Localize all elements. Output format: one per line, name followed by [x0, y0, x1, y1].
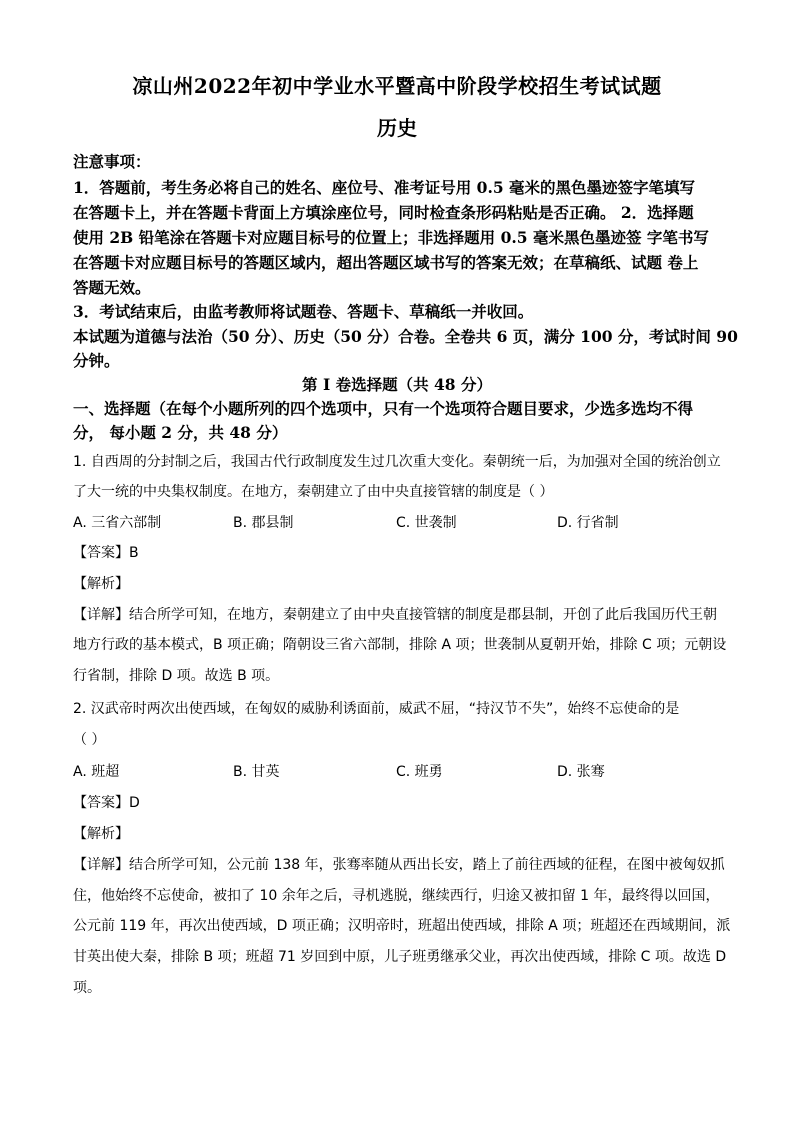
- question-1-option-d: D. 行省制: [557, 515, 619, 531]
- question-1-answer: 【答案】B: [73, 545, 139, 561]
- question-1-option-a: A. 三省六部制: [73, 515, 162, 531]
- question-1-stem: 了大一统的中央集权制度。在地方，秦朝建立了由中央直接管辖的制度是（ ）: [73, 484, 554, 500]
- question-2-detail: 公元前 119 年，再次出使西域，D 项正确；汉明帝时，班超出使西域，排除 A 项；班超还在西域期间，派: [73, 918, 731, 934]
- question-1-stem: 1. 自西周的分封制之后，我国古代行政制度发生过几次重大变化。秦朝统一后，为加强对全国的统治创立: [73, 454, 721, 470]
- section-intro: 分， 每小题 2 分，共 48 分）: [73, 423, 288, 442]
- notice-line: 答题无效。: [73, 278, 151, 297]
- question-1-detail: 行省制，排除 D 项。故选 B 项。: [73, 668, 280, 684]
- question-1-analysis: 【解析】: [73, 576, 129, 592]
- notice-heading: 注意事项：: [73, 152, 151, 171]
- question-2-detail: 【详解】结合所学可知，公元前 138 年，张骞率随从西出长安，踏上了前往西域的征程，在图中被匈奴抓: [73, 857, 725, 873]
- notice-line: 在答题卡上，并在答题卡背面上方填涂座位号，同时检查条形码粘贴是否正确。 2．选择题: [73, 203, 694, 222]
- question-2-answer: 【答案】D: [73, 795, 140, 811]
- question-2-detail: 项。: [73, 980, 101, 996]
- question-2-detail: 住，他始终不忘使命，被扣了 10 余年之后，寻机逃脱，继续西行，归途又被扣留 1 年，最终得以回国，: [73, 888, 720, 904]
- notice-line: 在答题卡对应题目标号的答题区域内，超出答题区域书写的答案无效；在草稿纸、试题 卷上: [73, 253, 699, 272]
- notice-line: 使用 2B 铅笔涂在答题卡对应题目标号的位置上；非选择题用 0.5 毫米黑色墨迹签 字笔书写: [73, 228, 709, 247]
- notice-line: 本试题为道德与法治（50 分）、历史（50 分）合卷。全卷共 6 页，满分 100 分，考试时间 90: [73, 327, 738, 346]
- notice-line: 分钟。: [73, 351, 120, 370]
- exam-subject: 历史: [377, 116, 417, 140]
- question-2-analysis: 【解析】: [73, 826, 129, 842]
- question-2-stem: 2. 汉武帝时两次出使西域，在匈奴的威胁利诱面前，威武不屈，“持汉节不失”，始终不忘使命的是: [73, 701, 680, 717]
- notice-line: 3．考试结束后，由监考教师将试题卷、答题卡、草稿纸一并收回。: [73, 302, 534, 321]
- question-1-option-c: C. 世袭制: [396, 515, 457, 531]
- question-2-detail: 甘英出使大秦，排除 B 项；班超 71 岁回到中原，儿子班勇继承父业，再次出使西域，排除 C 项。故选 D: [73, 949, 727, 965]
- question-1-option-b: B. 郡县制: [233, 515, 294, 531]
- question-2-option-c: C. 班勇: [396, 764, 443, 780]
- question-2-option-a: A. 班超: [73, 764, 120, 780]
- section-intro: 一、选择题（在每个小题所列的四个选项中，只有一个选项符合题目要求，少选多选均不得: [73, 399, 694, 418]
- question-2-option-b: B. 甘英: [233, 764, 280, 780]
- exam-title: 凉山州2022年初中学业水平暨高中阶段学校招生考试试题: [132, 74, 662, 98]
- notice-line: 1．答题前，考生务必将自己的姓名、座位号、准考证号用 0.5 毫米的黑色墨迹签字笔填写: [73, 178, 696, 197]
- question-2-option-d: D. 张骞: [557, 764, 605, 780]
- question-2-stem: （ ）: [73, 732, 106, 748]
- question-1-detail: 【详解】结合所学可知，在地方，秦朝建立了由中央直接管辖的制度是郡县制，开创了此后我国历代王朝: [73, 607, 717, 623]
- question-1-detail: 地方行政的基本模式，B 项正确；隋朝设三省六部制，排除 A 项；世袭制从夏朝开始，排除 C 项；元朝设: [73, 637, 727, 653]
- section-heading: 第 I 卷选择题（共 48 分）: [302, 375, 492, 394]
